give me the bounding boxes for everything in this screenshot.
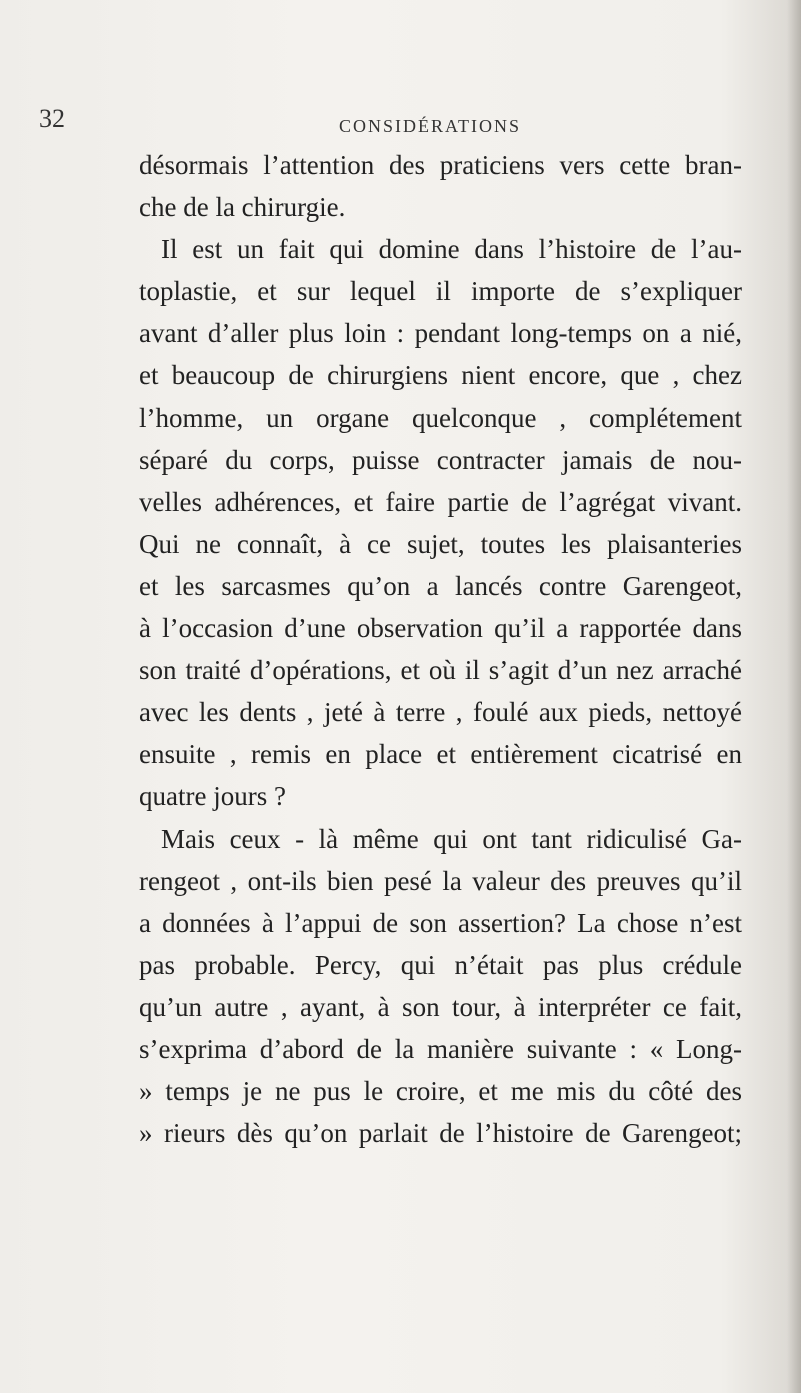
text-line: séparé du corps, puisse contracter jamais de nou- — [139, 444, 742, 475]
running-title: CONSIDÉRATIONS — [338, 116, 521, 136]
text-line: et les sarcasmes qu’on a lancés contre Garengeot, — [139, 570, 742, 601]
body-text — [139, 144, 742, 1154]
text-line: » temps je ne pus le croire, et me mis du côté des — [139, 1076, 742, 1107]
text-line: ensuite , remis en place et entièrement cicatrisé en — [139, 739, 742, 770]
text-line: pas probable. Percy, qui n’était pas plus crédule — [139, 949, 742, 980]
text-line: toplastie, et sur lequel il importe de s’expliquer — [139, 276, 742, 307]
text-line: rengeot , ont-ils bien pesé la valeur des preuves qu’il — [139, 865, 742, 896]
text-line: » rieurs dès qu’on parlait de l’histoire de Garengeot; — [139, 1118, 742, 1149]
text-line: Qui ne connaît, à ce sujet, toutes les plaisanteries — [139, 528, 742, 559]
text-line: avant d’aller plus loin : pendant long-temps on a nié, — [139, 318, 742, 349]
text-line: s’exprima d’abord de la manière suivante : « Long- — [139, 1033, 742, 1064]
text-line: velles adhérences, et faire partie de l’agrégat vivant. — [139, 486, 742, 517]
text-line: son traité d’opérations, et où il s’agit d’un nez arraché — [139, 655, 742, 686]
text-line: a données à l’appui de son assertion? La chose n’est — [139, 907, 742, 938]
text-line: et beaucoup de chirurgiens nient encore, que , chez — [139, 360, 742, 391]
text-line: Mais ceux - là même qui ont tant ridiculisé Ga- — [161, 823, 742, 854]
text-line: avec les dents , jeté à terre , foulé aux pieds, nettoyé — [139, 697, 742, 728]
text-line: qu’un autre , ayant, à son tour, à interpréter ce fait, — [139, 991, 742, 1022]
text-line: Il est un fait qui domine dans l’histoire de l’au- — [161, 234, 742, 265]
text-line: désormais l’attention des praticiens vers cette bran- — [139, 150, 742, 180]
text-line: l’homme, un organe quelconque , complétement — [139, 402, 742, 433]
page-number: 32 — [39, 104, 65, 133]
text-line: à l’occasion d’une observation qu’il a rapportée dans — [139, 613, 742, 644]
text-line: che de la chirurgie. — [139, 192, 346, 223]
page-edge-shadow — [787, 0, 801, 1393]
text-line: quatre jours ? — [139, 781, 286, 812]
